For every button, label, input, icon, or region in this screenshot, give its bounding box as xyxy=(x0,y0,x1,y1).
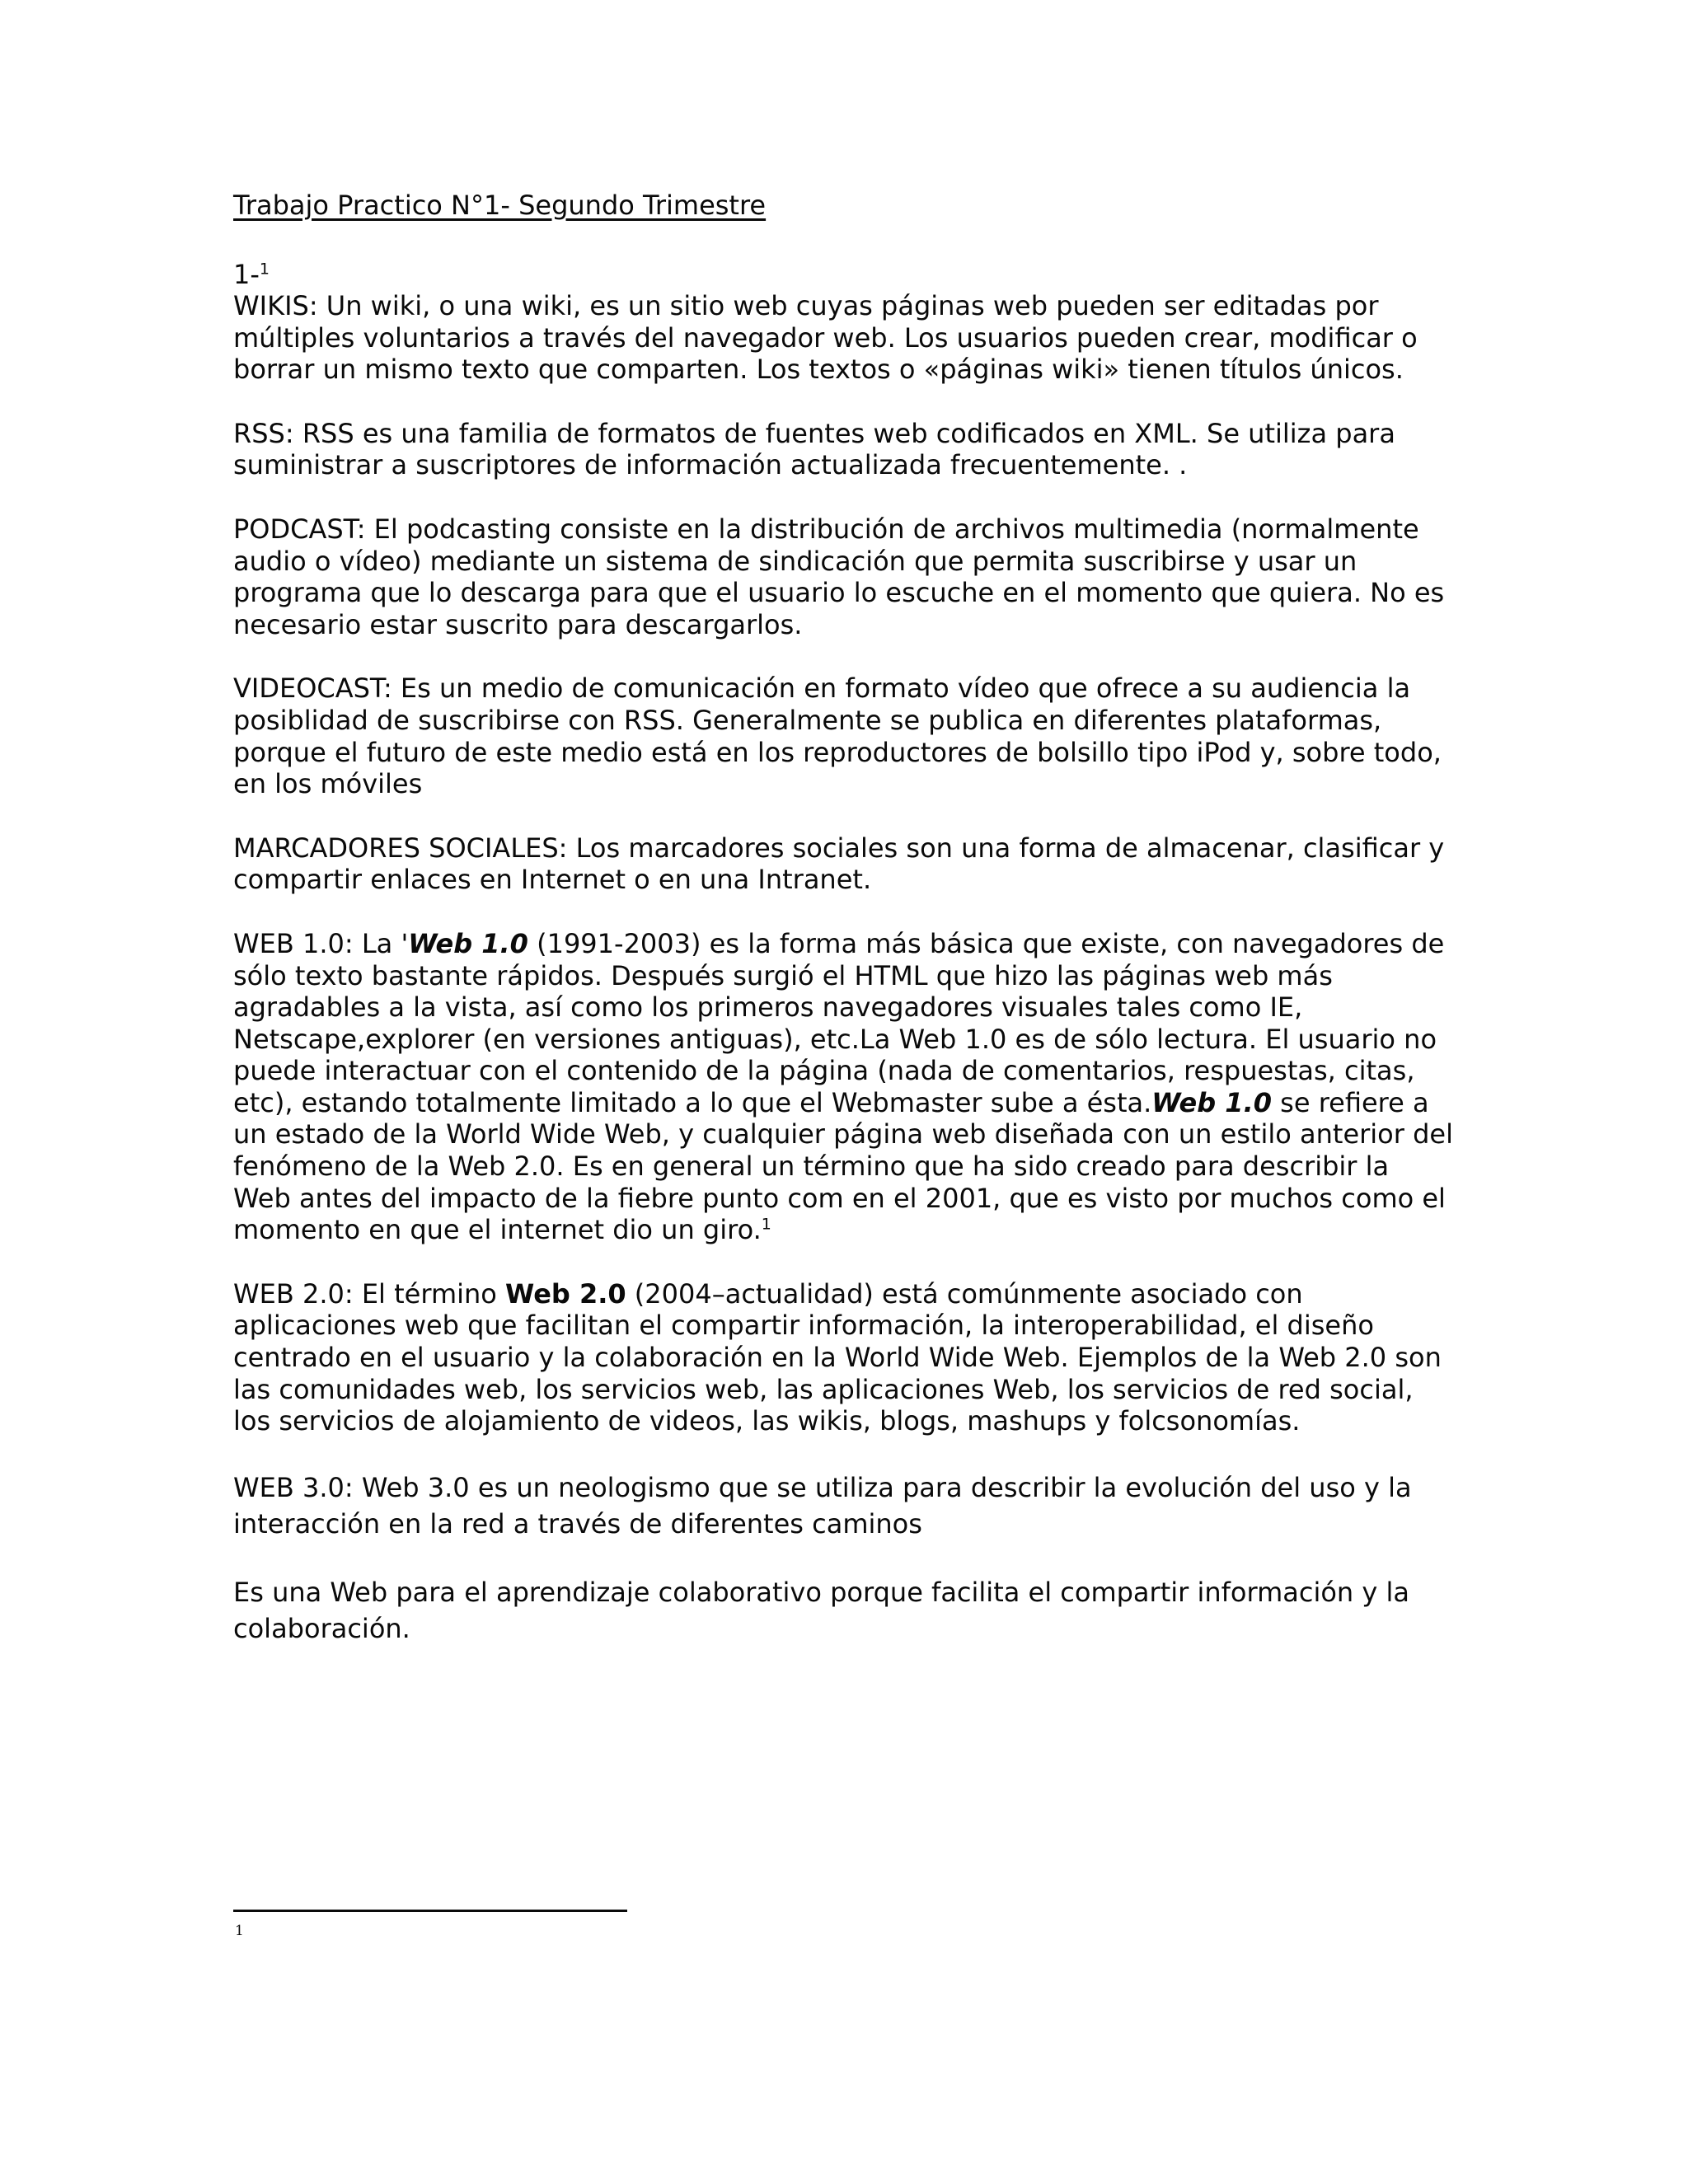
paragraph-podcast: PODCAST: El podcasting consiste en la distribución de archivos multimedia (normalmente audio o vídeo) mediante un sistema de sindicación que permita suscribirse y usar un programa que lo descarga para que el usuario lo escuche en el momento que quiera. No es necesario estar suscrito para descargarlos. xyxy=(233,513,1445,640)
paragraph-web-2 xyxy=(233,1278,1453,1437)
page-title: Trabajo Practico N°1- Segundo Trimestre xyxy=(233,190,767,221)
web2-text-part2: (2004–actualidad) está comúnmente asociado con aplicaciones web que facilitan el compartir información, la interoperabilidad, el diseño centrado en el usuario y la colaboración en la World Wide Web. Ejemplos de la Web 2.0 son las comunidades web, los servicios web, las aplicaciones Web, los servicios de red social, los servicios de alojamiento de videos, las wikis, blogs, mashups y folcsonomías. xyxy=(233,1277,1442,1437)
web1-italic-term-1: Web 1.0 xyxy=(408,927,528,959)
web1-italic-term-2: Web 1.0 xyxy=(1151,1086,1272,1118)
web1-text-part2: (1991-2003) es la forma más básica que existe, con navegadores de sólo texto bastante rápidos. Después surgió el HTML que hizo las páginas web más agradables a la vista, así como los primeros navegadores visuales tales como IE, Netscape,explorer (en versiones antiguas), etc.La Web 1.0 es de sólo lectura. El usuario no puede interactuar con el contenido de la página (nada de comentarios, respuestas, citas, etc), estando totalmente limitado a lo que el Webmaster sube a ésta. xyxy=(233,927,1445,1118)
footnote-separator xyxy=(233,1910,627,1912)
paragraph-wikis: WIKIS: Un wiki, o una wiki, es un sitio web cuyas páginas web pueden ser editadas por múltiples voluntarios a través del navegador web. Los usuarios pueden crear, modificar o borrar un mismo texto que comparten. Los textos o «páginas wiki» tienen títulos únicos. xyxy=(233,290,1418,386)
document-body xyxy=(233,188,1453,1679)
paragraph-videocast: VIDEOCAST: Es un medio de comunicación en formato vídeo que ofrece a su audiencia la posiblidad de suscribirse con RSS. Generalmente se publica en diferentes plataformas, porque el futuro de este medio está en los reproductores de bolsillo tipo iPod y, sobre todo, en los móviles xyxy=(233,673,1442,800)
footnote-ref[interactable]: 1 xyxy=(761,1215,771,1234)
web2-bold-term: Web 2.0 xyxy=(505,1277,626,1310)
paragraph-marcadores-sociales: MARCADORES SOCIALES: Los marcadores sociales son una forma de almacenar, clasificar y compartir enlaces en Internet o en una Intranet. xyxy=(233,832,1445,896)
paragraph-rss: RSS: RSS es una familia de formatos de fuentes web codificados en XML. Se utiliza para suministrar a suscriptores de información actualizada frecuentemente. . xyxy=(233,417,1395,481)
web2-text-part1: WEB 2.0: El término xyxy=(233,1277,506,1310)
footnote xyxy=(235,1923,244,1939)
paragraph-closing: Es una Web para el aprendizaje colaborativo porque facilita el compartir información y la colaboración. xyxy=(233,1576,1409,1644)
paragraph-web-1 xyxy=(233,928,1453,1246)
footnote-number: 1 xyxy=(235,1923,244,1939)
web1-text-part3: se refiere a un estado de la World Wide Web, y cualquier página web diseñada con un estilo anterior del fenómeno de la Web 2.0. Es en general un término que ha sido creado para describir la Web antes del impacto de la fiebre punto com en el 2001, que es visto por muchos como el momento en que el internet dio un giro. xyxy=(233,1086,1453,1246)
section-number xyxy=(233,259,1453,290)
paragraph-web-3: WEB 3.0: Web 3.0 es un neologismo que se utiliza para describir la evolución del uso y la interacción en la red a través de diferentes caminos xyxy=(233,1471,1412,1540)
section-number-label: 1- xyxy=(233,259,260,290)
web1-text-part1: WEB 1.0: La ' xyxy=(233,927,409,959)
footnote-ref[interactable]: 1 xyxy=(259,260,270,279)
